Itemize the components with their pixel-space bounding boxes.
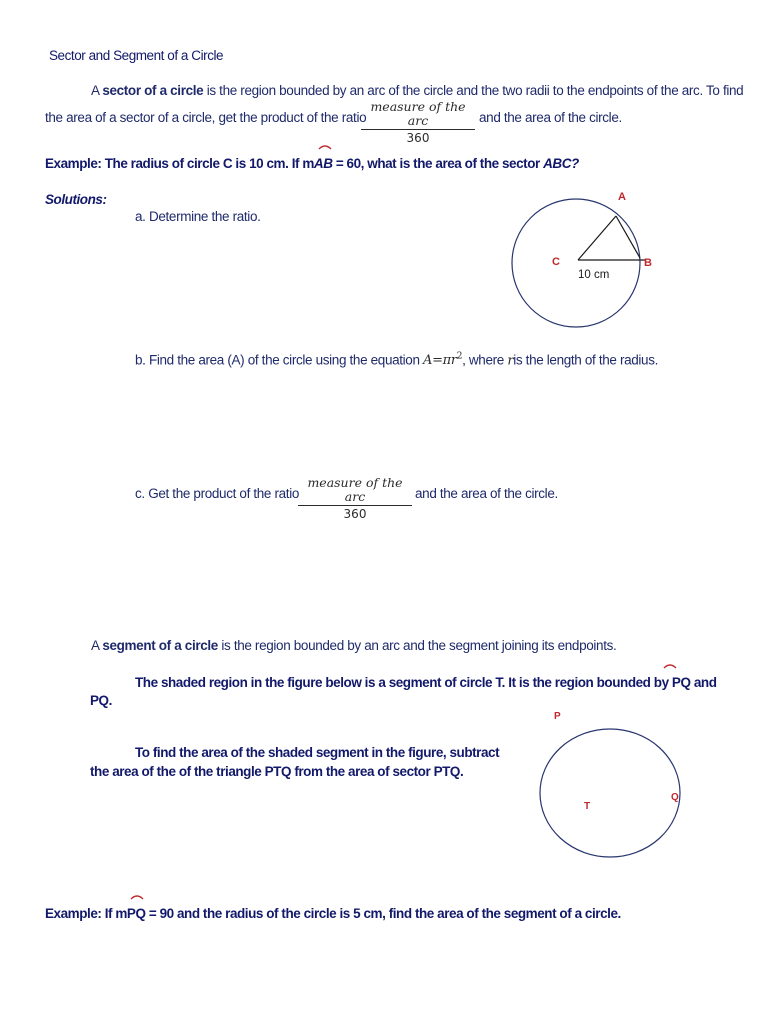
- arc-symbol-ab: [318, 144, 332, 150]
- example1-part2: = 60, what is the area of the sector: [332, 156, 544, 171]
- label-a: A: [618, 191, 626, 203]
- find-area-line2: the area of the of the triangle PTQ from the area of sector PTQ.: [90, 764, 464, 779]
- ratio-numerator: measure of the arc: [370, 99, 466, 128]
- circle-c-figure: [500, 180, 670, 340]
- formula-eq: =: [432, 353, 443, 369]
- formula-r: r: [450, 353, 457, 369]
- example-2: Example: If mPQ = 90 and the radius of the circle is 5 cm, find the area of the segment of a circle.: [45, 906, 621, 921]
- arc-symbol-pq-2: [130, 894, 144, 900]
- label-p: P: [554, 711, 561, 722]
- example1-sector: ABC?: [543, 156, 579, 171]
- arc-symbol-pq-1: [663, 663, 677, 669]
- ratio-fraction-1: [361, 100, 475, 145]
- sector-term: sector of a circle: [102, 83, 204, 98]
- find-area-line1: To find the area of the shaded segment in the figure, subtract: [135, 745, 500, 760]
- sector-def-rest: is the region bounded by an arc of the circle and the two radii to the endpoints of the arc. To find: [203, 83, 744, 98]
- ratio-denominator: 360: [406, 131, 430, 145]
- step-b-mid: , where: [462, 352, 504, 368]
- sector-def-a: A: [91, 83, 103, 98]
- ratio-numerator: measure of the arc: [307, 475, 403, 504]
- formula-exp: 2: [456, 352, 463, 362]
- page-title: Sector and Segment of a Circle: [49, 48, 224, 63]
- step-c-start: c. Get the product of the ratio: [135, 486, 299, 501]
- formula-a: A: [423, 353, 433, 369]
- area-formula: [423, 353, 462, 368]
- label-c: C: [552, 256, 560, 268]
- step-c-end: and the area of the circle.: [415, 486, 558, 501]
- shaded-region-line1: The shaded region in the figure below is a segment of circle T. It is the region bounded by PQ and: [135, 675, 717, 690]
- step-a: a. Determine the ratio.: [135, 209, 261, 224]
- fraction-bar: [298, 505, 412, 506]
- circle-t-figure: [530, 705, 690, 865]
- segment-definition: [91, 638, 616, 653]
- sector-definition-line2-start: the area of a sector of a circle, get the product of the ratio: [45, 110, 367, 125]
- segment-term: segment of a circle: [102, 638, 218, 653]
- step-b-start: b. Find the area (A) of the circle using the equation: [135, 352, 420, 368]
- example1-part1: Example: The radius of circle C is 10 cm. If m: [45, 156, 314, 171]
- radius-ca: [578, 216, 616, 260]
- fraction-bar: [361, 129, 475, 130]
- circle-t: [540, 729, 680, 857]
- ratio-denominator: 360: [343, 507, 367, 521]
- label-q: Q: [671, 792, 679, 803]
- shaded-region-line2: PQ.: [90, 693, 112, 708]
- solutions-label: Solutions:: [45, 192, 107, 207]
- sector-definition-line2-end: and the area of the circle.: [479, 110, 622, 125]
- sector-definition-line1: [91, 83, 743, 98]
- circle-c: [512, 199, 640, 327]
- segment-def-rest: is the region bounded by an arc and the segment joining its endpoints.: [217, 638, 617, 653]
- radius-label: 10 cm: [578, 269, 610, 281]
- arc-ab: [616, 216, 640, 258]
- ratio-fraction-2: [298, 476, 412, 521]
- example-1: [45, 156, 579, 171]
- segment-def-a: A: [91, 638, 103, 653]
- example1-arc: AB: [313, 156, 333, 171]
- step-b-end: is the length of the radius.: [513, 352, 659, 368]
- label-t: T: [584, 801, 591, 812]
- step-b-var: r: [507, 353, 514, 369]
- formula-pi: π: [442, 353, 451, 369]
- label-b: B: [644, 257, 652, 269]
- step-b: [135, 352, 658, 368]
